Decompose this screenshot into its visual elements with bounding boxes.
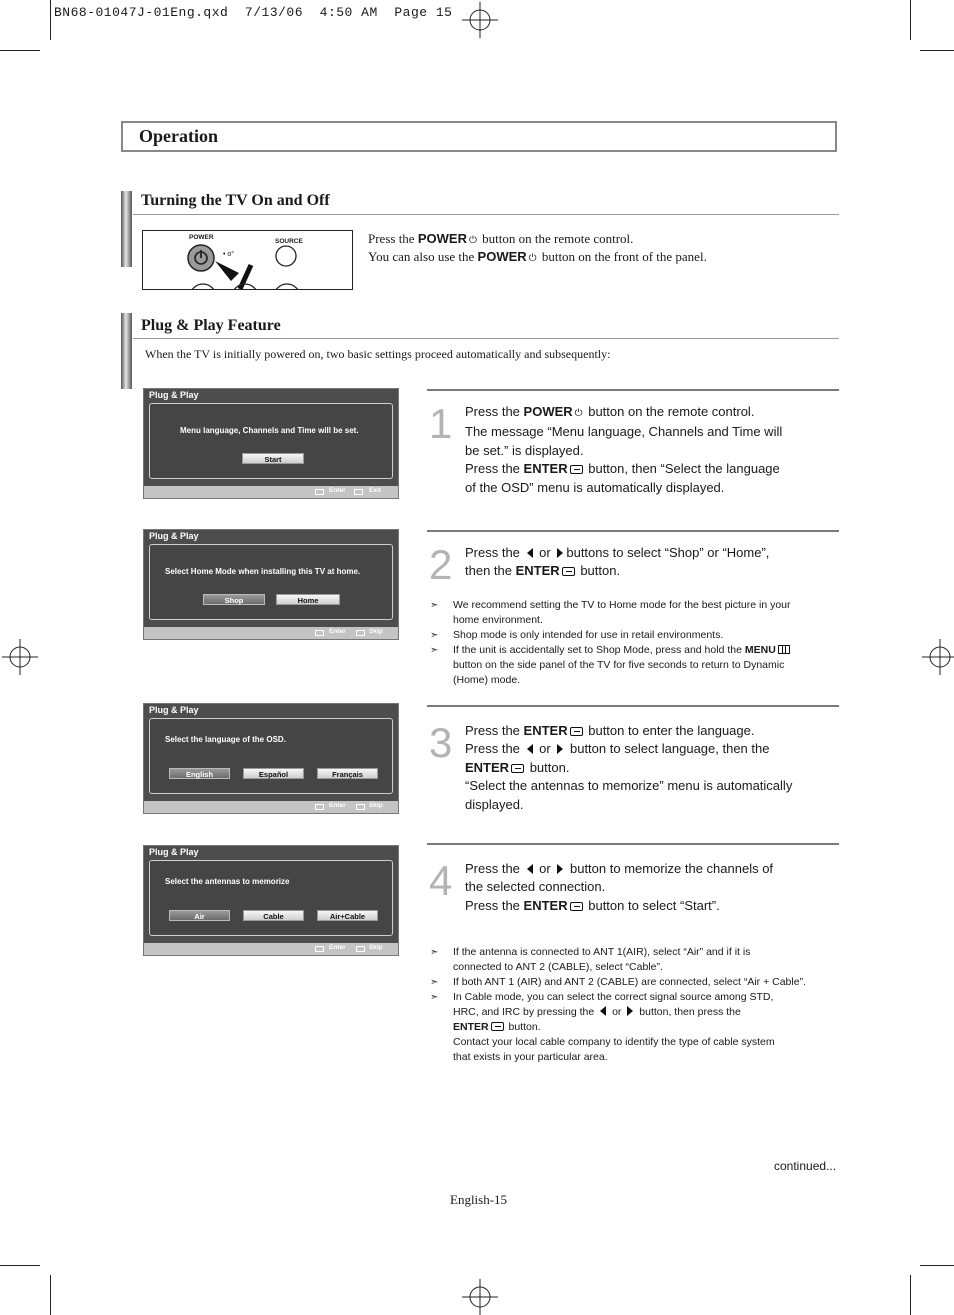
- right-arrow-icon: [557, 548, 563, 558]
- section-title: Operation: [139, 126, 218, 146]
- osd-message: Select the antennas to memorize: [165, 877, 290, 886]
- power-icon: ⏻: [468, 235, 477, 246]
- left-arrow-icon: [527, 744, 533, 754]
- enter-icon: [511, 764, 524, 773]
- enter-icon: [491, 1022, 504, 1031]
- registration-mark-icon: [462, 1279, 498, 1315]
- skip-icon: [356, 804, 365, 810]
- registration-mark-icon: [922, 639, 954, 675]
- step-2-text: Press the or buttons to select “Shop” or “Home”, then the ENTER button.: [465, 545, 770, 579]
- osd-espanol-button[interactable]: Español: [243, 768, 304, 779]
- left-arrow-icon: [600, 1006, 606, 1016]
- osd-footer-skip: Skip: [369, 944, 383, 951]
- header-slug: BN68-01047J-01Eng.qxd 7/13/06 4:50 AM Page 15: [54, 5, 453, 20]
- subsection-bar: [121, 191, 132, 267]
- note-arrow-icon: ➣: [430, 947, 439, 958]
- subsection-rule: [133, 214, 839, 215]
- enter-icon: [570, 727, 583, 736]
- left-arrow-icon: [527, 548, 533, 558]
- crop-mark: [0, 1265, 40, 1266]
- osd-screen-1: [143, 388, 399, 499]
- osd-message: Select the language of the OSD.: [165, 735, 286, 744]
- osd-panel: [149, 403, 393, 479]
- note-arrow-icon: ➣: [430, 645, 439, 656]
- osd-home-button[interactable]: Home: [276, 594, 340, 605]
- step-rule: [427, 530, 839, 532]
- osd-footer-enter: Enter: [329, 802, 346, 809]
- step-rule: [427, 389, 839, 391]
- menu-icon: [778, 645, 790, 654]
- remote-power-label: POWER: [189, 234, 214, 241]
- registration-mark-icon: [462, 2, 498, 38]
- enter-icon: [570, 465, 583, 474]
- crop-mark: [50, 1275, 51, 1315]
- step-4-notes: If the antenna is connected to ANT 1(AIR), select “Air” and if it is connected to ANT 2 (CABLE), select “Cable”. If both ANT 1 (AIR) and ANT 2 (CABLE) are connected, select “Air + Cable”. In Cable mode, you can select the correct signal source among STD, HRC, and IRC by pressing the or button, then press the ENTER button. Contact your local cable company to identify the type of cable system that exists in your particular area.: [453, 946, 806, 1063]
- osd-cable-button[interactable]: Cable: [243, 910, 304, 921]
- crop-mark: [0, 50, 40, 51]
- subsection-title-turning: Turning the TV On and Off: [141, 192, 330, 209]
- skip-icon: [356, 630, 365, 636]
- step-rule: [427, 843, 839, 845]
- osd-english-button[interactable]: English: [169, 768, 230, 779]
- subsection-rule: [133, 338, 839, 339]
- continued-label: continued...: [774, 1159, 837, 1173]
- step-number: 3: [429, 719, 453, 766]
- crop-mark: [920, 50, 954, 51]
- step-rule: [427, 705, 839, 707]
- remote-illustration: [142, 230, 353, 290]
- osd-title: Plug & Play: [149, 531, 199, 541]
- note-arrow-icon: ➣: [430, 977, 439, 988]
- step-number: 1: [429, 400, 453, 447]
- crop-mark: [910, 0, 911, 40]
- step-3-text: Press the ENTER button to enter the language. Press the or button to select language, then the ENTER button. “Select the antennas to memorize” menu is automatically displayed.: [465, 723, 793, 812]
- step-1-text: Press the POWER ⏻ button on the remote control. The message “Menu language, Channels and Time will be set.” is displayed. Press the ENTER button, then “Select the language of the OSD” menu is automatically displayed.: [465, 404, 783, 495]
- osd-footer-enter: Enter: [329, 487, 346, 494]
- osd-francais-button[interactable]: Français: [317, 768, 378, 779]
- osd-air-button[interactable]: Air: [169, 910, 230, 921]
- enter-icon: [315, 946, 324, 952]
- osd-panel: [149, 718, 393, 794]
- plugplay-intro: When the TV is initially powered on, two basic settings proceed automatically and subsequently:: [145, 347, 611, 361]
- enter-icon: [315, 804, 324, 810]
- step-2-notes: We recommend setting the TV to Home mode for the best picture in your home environment. Shop mode is only intended for use in retail environments. If the unit is accidentally set to Shop Mode, press and hold the MENU button on the side panel of the TV for five seconds to return to Dynamic (Home) mode.: [453, 599, 791, 686]
- crop-mark: [50, 0, 51, 40]
- osd-air-cable-button[interactable]: Air+Cable: [317, 910, 378, 921]
- left-arrow-icon: [527, 864, 533, 874]
- registration-mark-icon: [2, 639, 38, 675]
- crop-mark: [910, 1275, 911, 1315]
- osd-footer: [144, 627, 398, 639]
- exit-icon: [354, 489, 363, 495]
- remote-source-label: SOURCE: [275, 238, 303, 245]
- osd-panel: [149, 860, 393, 936]
- turning-line-2: You can also use the POWER ⏻ button on the front of the panel.: [368, 249, 707, 267]
- osd-start-button[interactable]: Start: [242, 453, 304, 464]
- osd-footer: [144, 486, 398, 498]
- osd-footer-exit: Exit: [369, 487, 381, 494]
- page-number: English-15: [450, 1192, 508, 1207]
- subsection-bar: [121, 313, 132, 389]
- osd-message: Select Home Mode when installing this TV at home.: [165, 567, 361, 576]
- note-arrow-icon: ➣: [430, 600, 439, 611]
- osd-footer-skip: Skip: [369, 802, 383, 809]
- osd-footer: [144, 801, 398, 813]
- enter-icon: [562, 567, 575, 576]
- enter-icon: [570, 902, 583, 911]
- turning-line-1: Press the POWER ⏻ button on the remote control.: [368, 231, 707, 249]
- osd-title: Plug & Play: [149, 390, 199, 400]
- right-arrow-icon: [557, 864, 563, 874]
- note-arrow-icon: ➣: [430, 992, 439, 1003]
- osd-title: Plug & Play: [149, 847, 199, 857]
- osd-panel: [149, 544, 393, 620]
- right-arrow-icon: [627, 1006, 633, 1016]
- osd-title: Plug & Play: [149, 705, 199, 715]
- power-icon: ⏻: [574, 408, 583, 419]
- step-4-text: Press the or button to memorize the channels of the selected connection. Press the ENTER button to select “Start”.: [465, 861, 774, 913]
- osd-footer: [144, 943, 398, 955]
- step-number: 4: [429, 857, 453, 904]
- osd-footer-enter: Enter: [329, 944, 346, 951]
- svg-text:• o°: • o°: [223, 251, 235, 258]
- osd-shop-button[interactable]: Shop: [203, 594, 265, 605]
- skip-icon: [356, 946, 365, 952]
- osd-screen-4: [143, 845, 399, 956]
- power-icon: ⏻: [528, 253, 537, 264]
- turning-instructions: [368, 231, 707, 267]
- osd-screen-3: [143, 703, 399, 814]
- section-title-box: [121, 121, 837, 152]
- osd-message: Menu language, Channels and Time will be set.: [180, 426, 359, 435]
- note-arrow-icon: ➣: [430, 630, 439, 641]
- osd-screen-2: [143, 529, 399, 640]
- enter-icon: [315, 489, 324, 495]
- osd-footer-enter: Enter: [329, 628, 346, 635]
- subsection-title-plugplay: Plug & Play Feature: [141, 317, 281, 334]
- step-number: 2: [429, 541, 453, 588]
- remote-power-icon: [143, 231, 353, 290]
- osd-footer-skip: Skip: [369, 628, 383, 635]
- crop-mark: [920, 1265, 954, 1266]
- enter-icon: [315, 630, 324, 636]
- right-arrow-icon: [557, 744, 563, 754]
